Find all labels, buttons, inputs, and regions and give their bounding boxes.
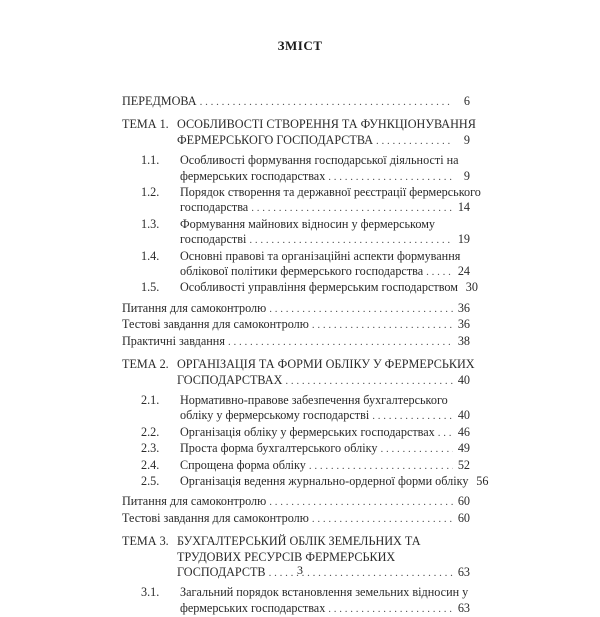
toc-page-number: 36 <box>457 300 470 315</box>
dot-leader <box>438 426 453 441</box>
toc-entry-title: Особливості управління фермерським господарством <box>180 280 458 295</box>
toc-entry-title: Тестові завдання для самоконтролю <box>122 317 309 332</box>
toc-entry-title: фермерських господарствах <box>180 168 326 183</box>
dot-leader <box>249 233 453 248</box>
toc-entry[interactable] <box>122 473 489 490</box>
toc-entry-title: ФЕРМЕРСЬКОГО ГОСПОДАРСТВА <box>177 132 373 147</box>
toc-page-number: 30 <box>465 280 478 295</box>
toc-page-number: 36 <box>457 317 470 332</box>
toc-entry-number: 3.1. <box>141 585 160 600</box>
toc-entry-title: ОРГАНІЗАЦІЯ ТА ФОРМИ ОБЛІКУ У ФЕРМЕРСЬКИХ <box>177 357 475 372</box>
dot-leader <box>380 442 453 457</box>
toc-entry-title: Тестові завдання для самоконтролю <box>122 510 309 525</box>
toc-page-number: 19 <box>457 232 470 247</box>
dot-leader <box>285 374 453 389</box>
toc-entry-title: Загальний порядок встановлення земельних відносин у <box>180 585 469 600</box>
toc-entry-number: 1.1. <box>141 153 160 168</box>
toc-entry-number: 2.4. <box>141 457 160 472</box>
toc-entry[interactable] <box>122 217 470 249</box>
toc-entry-title: господарстві <box>180 232 247 247</box>
toc-entry-number: 2.2. <box>141 424 160 439</box>
toc-page-number: 63 <box>457 600 470 615</box>
toc-entry[interactable] <box>122 393 470 425</box>
page-title: ЗМІСТ <box>277 38 323 53</box>
toc-entry[interactable] <box>122 153 470 185</box>
toc-entry-title: Формування майнових відносин у фермерському <box>180 216 436 231</box>
toc-entry[interactable] <box>122 511 470 527</box>
toc-page-number: 6 <box>463 94 470 108</box>
toc-page-number: 40 <box>457 372 470 387</box>
toc-entry-title: обліку у фермерському господарстві <box>180 408 370 423</box>
toc-entry-number: 1.4. <box>141 248 160 263</box>
toc-entry-title: Організація обліку у фермерських господарствах <box>180 424 435 439</box>
toc-entry-number: 2.5. <box>141 473 160 488</box>
toc-page-number: 14 <box>457 200 470 215</box>
toc-entry-title: Нормативно-правове забезпечення бухгалтерського <box>180 392 448 407</box>
toc-entry-title: Особливості формування господарської діяльності на <box>180 153 459 168</box>
toc-entry[interactable] <box>122 94 470 110</box>
dot-leader <box>312 318 453 333</box>
dot-leader <box>328 170 453 185</box>
toc-entry[interactable] <box>122 425 470 441</box>
toc-entry-number: 1.3. <box>141 216 160 231</box>
toc-entry-number: 2.1. <box>141 392 160 407</box>
toc-entry-title: Порядок створення та державної реєстрації фермерського <box>180 185 481 200</box>
page-number: 3 <box>297 563 303 577</box>
dot-leader <box>328 602 453 617</box>
dot-leader <box>251 201 453 216</box>
toc-page-number: 46 <box>457 424 470 439</box>
toc-page-number: 9 <box>463 132 470 147</box>
toc-entry-number: 1.5. <box>141 280 160 295</box>
toc-entry-title: Організація ведення журнально-ордерної форми обліку <box>180 473 469 488</box>
toc-entry-title: фермерських господарствах <box>180 600 326 615</box>
toc-entry[interactable] <box>122 458 470 474</box>
dot-leader <box>426 265 453 280</box>
toc-entry[interactable] <box>122 494 470 510</box>
dot-leader <box>269 495 453 510</box>
toc-entry-title: Проста форма бухгалтерського обліку <box>180 441 378 456</box>
toc-entry-title: Спрощена форма обліку <box>180 457 306 472</box>
dot-leader <box>309 459 453 474</box>
toc-entry[interactable] <box>122 280 478 296</box>
toc-entry[interactable] <box>122 185 481 217</box>
toc-entry-title: господарства <box>180 200 249 215</box>
toc-page-number: 9 <box>463 168 470 183</box>
toc-entry-number: 2.3. <box>141 441 160 456</box>
toc-page-number: 63 <box>457 564 470 579</box>
dot-leader <box>312 512 453 527</box>
toc-page-number: 56 <box>476 473 489 488</box>
dot-leader <box>376 134 453 149</box>
dot-leader <box>269 302 453 317</box>
toc-page-number: 49 <box>457 441 470 456</box>
toc-page-number: 60 <box>457 510 470 525</box>
dot-leader <box>372 409 453 424</box>
toc-entry-title: ГОСПОДАРСТВАХ <box>177 372 283 387</box>
toc-entry[interactable] <box>122 117 476 149</box>
toc-entry-title: БУХГАЛТЕРСЬКИЙ ОБЛІК ЗЕМЕЛЬНИХ ТА <box>177 534 421 549</box>
toc-page-number: 38 <box>457 333 470 348</box>
toc-entry-title: ГОСПОДАРСТВ <box>177 564 266 579</box>
dot-leader <box>200 95 453 110</box>
toc-entry-number: ТЕМА 1. <box>122 117 169 132</box>
toc-entry-number: ТЕМА 3. <box>122 534 169 549</box>
toc-page-number: 60 <box>457 494 470 509</box>
toc-page-number: 52 <box>457 457 470 472</box>
toc-entry[interactable] <box>122 357 475 389</box>
toc-entry[interactable] <box>122 441 470 457</box>
toc-entry-title: ТРУДОВИХ РЕСУРСІВ ФЕРМЕРСЬКИХ <box>177 549 396 564</box>
toc-entry[interactable] <box>122 334 470 350</box>
toc-entry-title: Практичні завдання <box>122 333 225 348</box>
toc-entry[interactable] <box>122 317 470 333</box>
toc-page-number: 24 <box>457 264 470 279</box>
toc-entry-title: ПЕРЕДМОВА <box>122 94 197 108</box>
toc-entry-title: Питання для самоконтролю <box>122 300 267 315</box>
toc-entry-title: облікової політики фермерського господарства <box>180 264 424 279</box>
table-of-contents <box>122 94 489 617</box>
toc-entry-title: Питання для самоконтролю <box>122 494 267 509</box>
toc-entry[interactable] <box>122 301 470 317</box>
toc-entry[interactable] <box>122 249 470 281</box>
toc-entry-number: ТЕМА 2. <box>122 357 169 372</box>
dot-leader <box>228 335 453 350</box>
toc-entry-number: 1.2. <box>141 185 160 200</box>
toc-entry[interactable] <box>122 585 470 617</box>
toc-page-number: 40 <box>457 408 470 423</box>
toc-entry-title: ОСОБЛИВОСТІ СТВОРЕННЯ ТА ФУНКЦІОНУВАННЯ <box>177 117 476 132</box>
toc-entry-title: Основні правові та організаційні аспекти формування <box>180 248 461 263</box>
